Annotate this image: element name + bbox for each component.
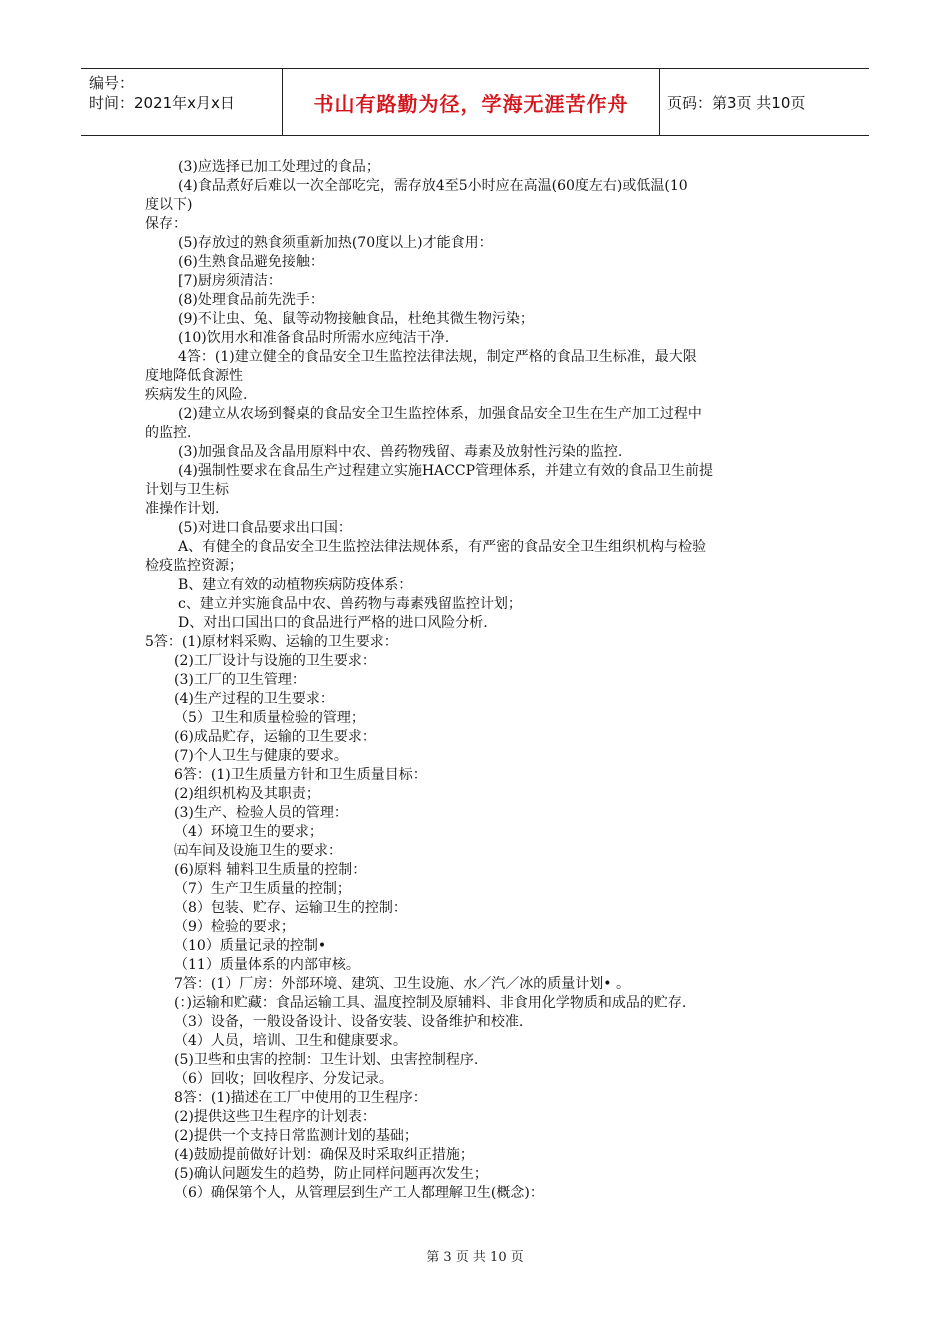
body-line: 度以下) [145,197,193,213]
body-line: 检疫监控资源； [145,558,243,574]
document-number-label: 编号： [89,74,135,92]
header-meta [89,73,235,113]
body-line: A、有健全的食品安全卫生监控法律法规体系，有严密的食品安全卫生组织机构与检验 [178,539,707,555]
body-line: (2)工厂设计与设施的卫生要求： [174,653,376,669]
body-line: （4）环境卫生的要求； [174,824,323,840]
page-header [81,68,869,136]
body-line: （6）回收；回收程序、分发记录。 [174,1071,393,1087]
page-footer: 第 3 页 共 10 页 [426,1250,524,1265]
body-line: (6)生熟食品避免接触： [178,254,324,270]
body-line: (4)食品煮好后难以一次全部吃完，需存放4至5小时应在高温(60度左右)或低温(10 [178,178,688,194]
body-line: 准操作计划. [145,501,220,517]
body-line: (8)处理食品前先洗手： [178,292,324,308]
body-line: （10）质量记录的控制• [174,938,327,954]
body-line: (9)不让虫、兔、鼠等动物接触食品，杜绝其微生物污染； [178,311,534,327]
body-line: （4）人员，培训、卫生和健康要求。 [174,1033,407,1049]
body-line: 5答：(1)原材料采购、运输的卫生要求： [145,634,398,650]
body-line: （11）质量体系的内部审核。 [174,957,360,973]
body-line: (4)生产过程的卫生要求： [174,691,334,707]
body-line: (4)鼓励提前做好计划：确保及时采取纠正措施； [174,1147,474,1163]
body-line: (3)生产、检验人员的管理： [174,805,348,821]
body-line: 的监控. [145,425,192,441]
body-line: c、建立并实施食品中农、兽药物与毒素残留监控计划； [178,596,522,612]
body-line: (3)加强食品及含晶用原料中农、兽药物残留、毒素及放射性污染的监控. [178,444,623,460]
body-line: 7答：(1）厂房：外部环境、建筑、卫生设施、水／汽／冰的质量计划• 。 [174,976,630,992]
body-line: (2)提供一个支持日常监测计划的基础； [174,1128,418,1144]
body-line: （3）设备，一般设备设计、设备安装、设备维护和校准. [174,1014,524,1030]
body-line: [7)厨房须清洁： [178,273,282,289]
body-line: （8）包装、贮存、运输卫生的控制： [174,900,407,916]
body-line: (5)确认问题发生的趋势，防止同样问题再次发生； [174,1166,488,1182]
body-line: (6)成品贮存，运输的卫生要求： [174,729,376,745]
body-line: 6答：(1)卫生质量方针和卫生质量目标： [174,767,427,783]
document-time-label: 时间：2021年x月x日 [89,94,235,112]
body-line: B、建立有效的动植物疾病防疫体系： [178,577,413,593]
body-line: (2)建立从农场到餐桌的食品安全卫生监控体系，加强食品安全卫生在生产加工过程中 [178,406,702,422]
body-line: (4)强制性要求在食品生产过程建立实施HACCP管理体系，并建立有效的食品卫生前提 [178,463,713,479]
body-line: (3)工厂的卫生管理： [174,672,306,688]
body-line: （6）确保第个人，从管理层到生产工人都理解卫生(概念)： [174,1185,544,1201]
body-line: 度地降低食源性 [145,368,243,384]
header-motto-cell [282,69,660,135]
body-line: D、对出口国出口的食品进行严格的进口风险分析. [178,615,488,631]
document-body [145,158,810,1203]
body-line: (2)提供这些卫生程序的计划表： [174,1109,376,1125]
body-line: 疾病发生的风险. [145,387,248,403]
body-line: (2)组织机构及其职责； [174,786,320,802]
header-page-number: 页码：第3页 共10页 [667,93,806,112]
body-line: (：)运输和贮藏：食品运输工具、温度控制及原辅料、非食用化学物质和成品的贮存. [174,995,687,1011]
body-line: 计划与卫生标 [145,482,229,498]
body-line: 4答：(1)建立健全的食品安全卫生监控法律法规，制定严格的食品卫生标准，最大限 [178,349,697,365]
body-line: (3)应选择已加工处理过的食品； [178,159,380,175]
body-line: （7）生产卫生质量的控制； [174,881,351,897]
body-line: (6)原料 辅料卫生质量的控制： [174,862,367,878]
body-line: (7)个人卫生与健康的要求。 [174,748,348,764]
body-line: (10)饮用水和准备食品时所需水应纯洁干净. [178,330,450,346]
body-line: 保存： [145,216,187,232]
body-line: （9）检验的要求； [174,919,295,935]
body-line: （5）卫生和质量检验的管理； [174,710,365,726]
body-line: 8答：(1)描述在工厂中使用的卫生程序： [174,1090,427,1106]
body-line: ㈤车间及设施卫生的要求： [174,843,342,859]
body-line: (5)存放过的熟食须重新加热(70度以上)才能食用： [178,235,493,251]
header-motto: 书山有路勤为径，学海无涯苦作舟 [313,91,629,116]
body-line: (5)卫些和虫害的控制：卫生计划、虫害控制程序. [174,1052,479,1068]
body-line: (5)对进口食品要求出口国： [178,520,352,536]
